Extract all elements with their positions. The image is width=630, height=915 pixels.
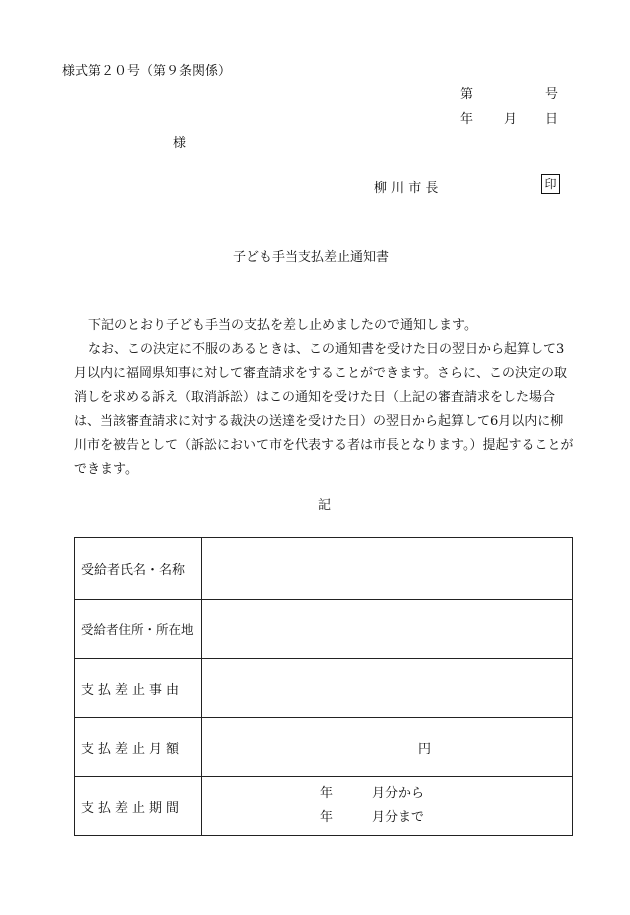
date-day: 日 <box>545 112 559 127</box>
date-year: 年 <box>460 112 474 127</box>
recipient-name-label: 受給者氏名・名称 <box>75 538 202 600</box>
form-number: 様式第２０号（第９条関係） <box>62 64 232 79</box>
date-month: 月 <box>504 112 518 127</box>
suspension-reason-label: 支払差止事由 <box>75 659 202 718</box>
body-paragraph-2: なお、この決定に不服のあるときは、この通知書を受けた日の翌日から起算して3月以内に福岡県知事に対して審査請求をすることができます。さらに、この決定の取消しを求める訴え（取消訴訟）はこの通知を受けた日（上記の審査請求をした場合は、当該審査請求に対する裁決の送達を受けた日）の翌日から起算して6月以内に柳川市を被告として（訴訟において市を代表する者は市長となります。）提起することができます。 <box>74 342 574 477</box>
issuer: 柳 川 市 長 <box>374 181 439 196</box>
suspension-amount-value[interactable]: 円 <box>202 718 573 777</box>
addressee-suffix: 様 <box>173 136 187 151</box>
recipient-address-label: 受給者住所・所在地 <box>75 600 202 659</box>
table-row <box>75 600 573 659</box>
period-from: 年 月分から <box>320 786 425 801</box>
suspension-period-label: 支払差止期間 <box>75 777 202 836</box>
suspension-amount-label: 支払差止月額 <box>75 718 202 777</box>
table-row <box>75 777 573 836</box>
doc-number-suffix: 号 <box>545 87 559 102</box>
document-title: 子ども手当支払差止通知書 <box>233 250 390 265</box>
ki-heading: 記 <box>318 498 332 513</box>
table-row <box>75 538 573 600</box>
period-to: 年 月分まで <box>320 810 425 825</box>
suspension-period-value[interactable] <box>202 777 573 836</box>
recipient-address-value[interactable] <box>202 600 573 659</box>
recipient-name-value[interactable] <box>202 538 573 600</box>
suspension-reason-value[interactable] <box>202 659 573 718</box>
body-paragraph-1: 下記のとおり子ども手当の支払を差し止めましたので通知します。 <box>88 318 477 333</box>
table-row <box>75 659 573 718</box>
seal-mark: 印 <box>541 174 560 194</box>
doc-number-prefix: 第 <box>460 87 474 102</box>
record-table <box>74 537 573 836</box>
table-row <box>75 718 573 777</box>
